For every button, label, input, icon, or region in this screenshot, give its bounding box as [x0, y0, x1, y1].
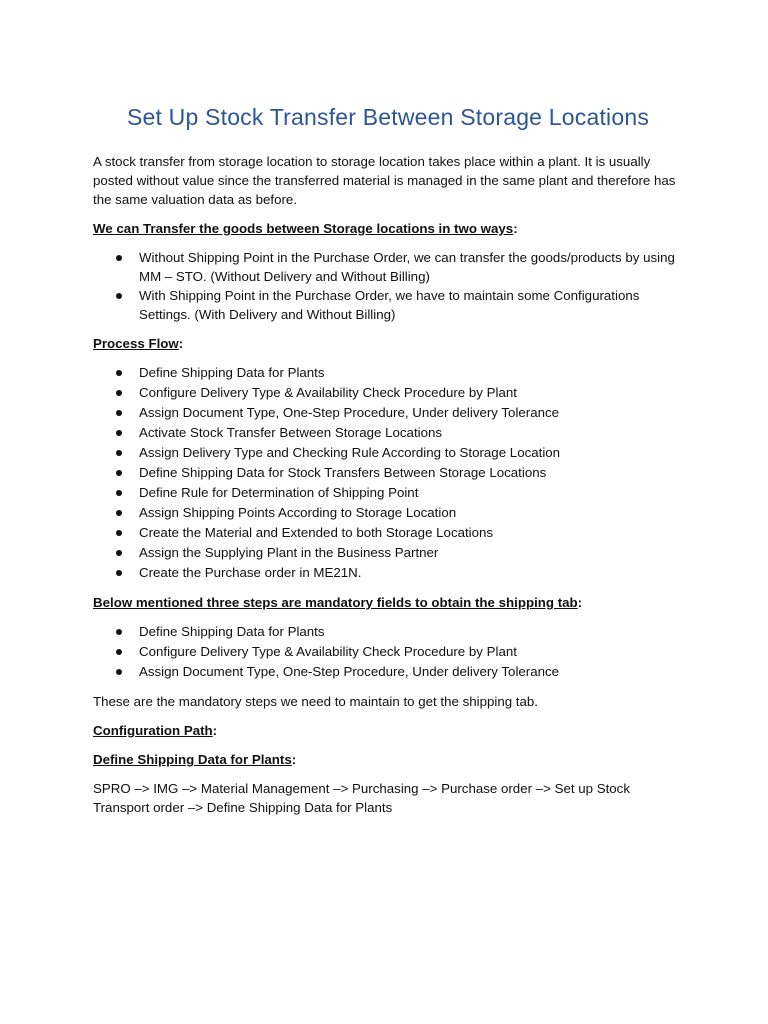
mandatory-heading	[93, 593, 683, 612]
list-item	[93, 563, 683, 583]
process-flow-heading-suffix: :	[178, 336, 184, 351]
bullet-icon	[116, 550, 122, 556]
ways-list	[93, 248, 683, 324]
ways-heading	[93, 219, 683, 238]
list-item	[93, 662, 683, 682]
list-item	[93, 286, 683, 324]
bullet-icon	[116, 510, 122, 516]
bullet-icon	[116, 430, 122, 436]
define-shipping-heading-text: Define Shipping Data for Plants	[93, 752, 292, 767]
bullet-icon	[116, 410, 122, 416]
list-item	[93, 463, 683, 483]
list-item	[93, 363, 683, 383]
bullet-icon	[116, 490, 122, 496]
bullet-icon	[116, 669, 122, 675]
bullet-icon	[116, 470, 122, 476]
list-item-text: Create the Material and Extended to both Storage Locations	[139, 525, 494, 540]
bullet-icon	[116, 255, 122, 261]
list-item	[93, 383, 683, 403]
list-item	[93, 622, 683, 642]
list-item-text: With Shipping Point in the Purchase Order, we have to maintain some Configurations Settings. (With Delivery and Without Billing)	[139, 288, 640, 322]
list-item-text: Assign Document Type, One-Step Procedure, Under delivery Tolerance	[139, 405, 560, 420]
bullet-icon	[116, 390, 122, 396]
define-shipping-heading	[93, 750, 683, 769]
config-path-heading-suffix: :	[212, 723, 218, 738]
list-item-text: Configure Delivery Type & Availability Check Procedure by Plant	[139, 385, 517, 400]
list-item-text: Create the Purchase order in ME21N.	[139, 565, 362, 580]
ways-heading-suffix: :	[513, 221, 518, 236]
config-path-heading-text: Configuration Path	[93, 723, 213, 738]
list-item-text: Define Rule for Determination of Shipping Point	[139, 485, 419, 500]
document-title: Set Up Stock Transfer Between Storage Locations	[126, 104, 650, 130]
list-item	[93, 443, 683, 463]
list-item-text: Define Shipping Data for Plants	[139, 624, 325, 639]
mandatory-heading-text: Below mentioned three steps are mandatory fields to obtain the shipping tab	[93, 595, 578, 610]
bullet-icon	[116, 570, 122, 576]
mandatory-note: These are the mandatory steps we need to maintain to get the shipping tab.	[93, 694, 538, 709]
list-item	[93, 523, 683, 543]
process-flow-heading	[93, 334, 683, 353]
list-item	[93, 483, 683, 503]
list-item-text: Without Shipping Point in the Purchase Order, we can transfer the goods/products by using MM – STO. (Without Delivery and Without Billing)	[139, 250, 675, 284]
bullet-icon	[116, 293, 122, 299]
list-item	[93, 503, 683, 523]
define-shipping-heading-suffix: :	[291, 752, 297, 767]
process-flow-list	[93, 363, 683, 583]
list-item-text: Assign Document Type, One-Step Procedure, Under delivery Tolerance	[139, 664, 560, 679]
document-page	[93, 100, 683, 827]
bullet-icon	[116, 370, 122, 376]
mandatory-list	[93, 622, 683, 682]
list-item-text: Define Shipping Data for Plants	[139, 365, 325, 380]
bullet-icon	[116, 530, 122, 536]
list-item-text: Configure Delivery Type & Availability Check Procedure by Plant	[139, 644, 517, 659]
list-item	[93, 543, 683, 563]
list-item	[93, 642, 683, 662]
list-item-text: Assign Delivery Type and Checking Rule According to Storage Location	[139, 445, 561, 460]
config-path-heading	[93, 721, 683, 740]
intro-paragraph: A stock transfer from storage location to storage location takes place within a plant. It is usually posted without value since the transferred material is managed in the same plant and therefore has the same valuation data as before.	[93, 154, 676, 207]
list-item-text: Activate Stock Transfer Between Storage Locations	[139, 425, 443, 440]
list-item	[93, 403, 683, 423]
list-item-text: Define Shipping Data for Stock Transfers Between Storage Locations	[139, 465, 547, 480]
process-flow-heading-text: Process Flow	[93, 336, 179, 351]
list-item-text: Assign the Supplying Plant in the Business Partner	[139, 545, 439, 560]
ways-heading-text: We can Transfer the goods between Storage locations in two ways	[93, 221, 514, 236]
bullet-icon	[116, 649, 122, 655]
bullet-icon	[116, 629, 122, 635]
mandatory-heading-suffix: :	[577, 595, 583, 610]
list-item-text: Assign Shipping Points According to Storage Location	[139, 505, 457, 520]
list-item	[93, 423, 683, 443]
list-item	[93, 248, 683, 286]
bullet-icon	[116, 450, 122, 456]
spro-path: SPRO –> IMG –> Material Management –> Purchasing –> Purchase order –> Set up Stock Transport order –> Define Shipping Data for Plants	[93, 781, 630, 815]
